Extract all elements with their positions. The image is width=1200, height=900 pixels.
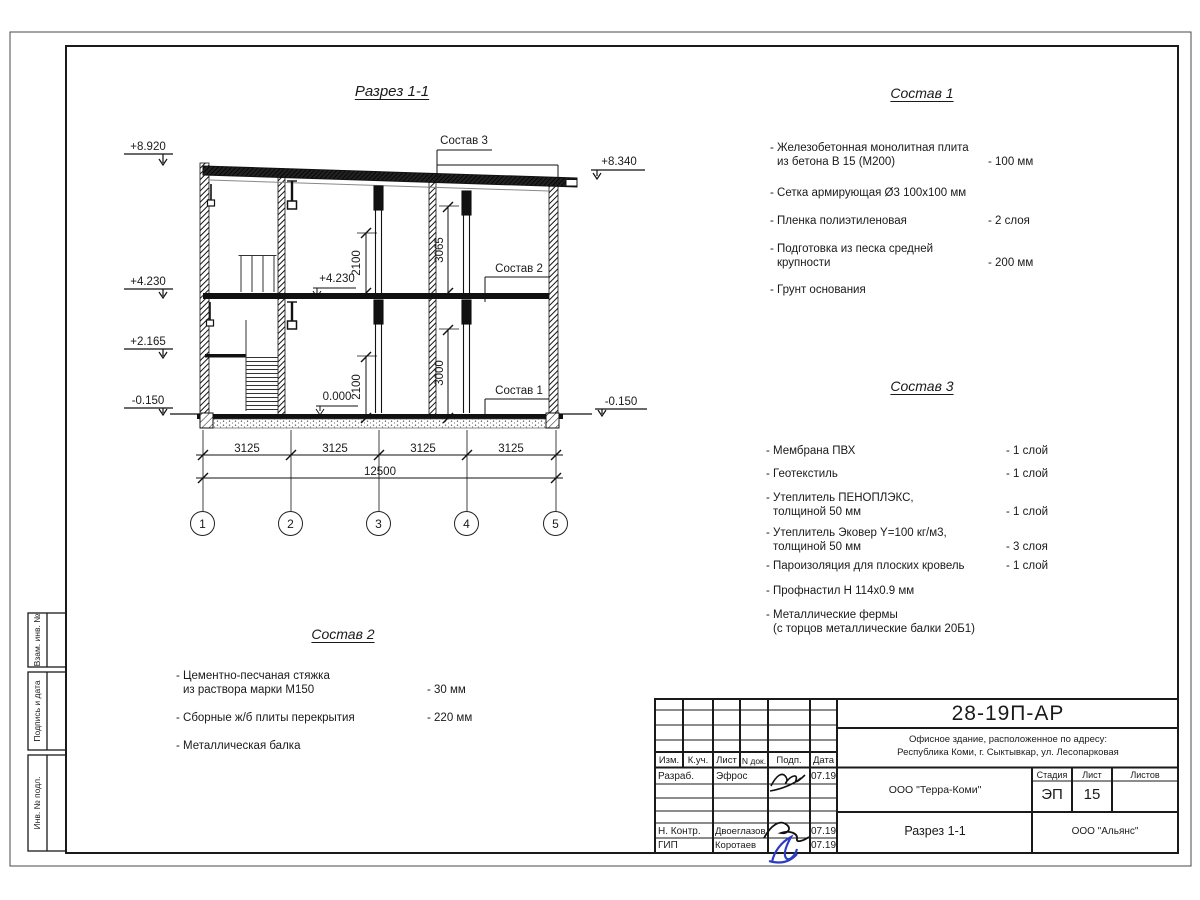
list-item: - Железобетонная монолитная плита из бетона В 15 (М200) - 100 мм: [770, 142, 1034, 168]
leader-label-sostav3: Состав 3: [440, 135, 488, 147]
view-title: Разрез 1-1: [354, 83, 430, 100]
date-gip: 07.19: [810, 840, 837, 851]
contractor-name: ООО "Альянс": [1071, 826, 1139, 837]
role-nkontr: Н. Контр.: [658, 826, 701, 837]
list-item: - Грунт основания: [770, 284, 866, 296]
sheet-number: 15: [1083, 786, 1101, 803]
list-item: - Пленка полиэтиленовая - 2 слоя: [770, 215, 1030, 227]
elevation-label-right-bottom: -0.150: [604, 396, 638, 408]
grid-axis-bubble-2: 2: [278, 511, 303, 536]
list-item: - Мембрана ПВХ - 1 слой: [766, 445, 1049, 457]
floor2-level-label: +4.230: [319, 273, 355, 285]
stamp-vzam-inv: Взам. инв. №: [32, 613, 42, 667]
sostav2-list: [176, 667, 476, 762]
name-korotaev: Коротаев: [715, 840, 757, 851]
columns: [374, 186, 471, 413]
date-nkontr: 07.19: [810, 826, 837, 837]
col-header-ndok: N док.: [741, 756, 767, 766]
list-item: - Цементно-песчаная стяжка из раствора марки М150 - 30 мм: [176, 670, 466, 696]
document-code: 28-19П-АР: [951, 702, 1065, 725]
design-org-name: ООО "Терра-Коми": [888, 784, 982, 796]
object-address-line1: Офисное здание, расположенное по адресу:: [908, 734, 1108, 745]
elevation-label-right-top: +8.340: [601, 156, 637, 168]
grid-axis-bubble-3: 3: [366, 511, 391, 536]
date-razrab: 07.19: [810, 771, 837, 782]
stamp-inv-podl: Инв. № подл.: [32, 776, 42, 830]
list-item: - Металлическая балка: [176, 740, 301, 752]
elevation-label-left-4: -0.150: [131, 395, 165, 407]
sostav1-list: [770, 139, 1062, 304]
list-item: - Сборные ж/б плиты перекрытия - 220 мм: [176, 712, 473, 724]
grid-axis-bubble-1: 1: [190, 511, 215, 536]
list-item: - Подготовка из песка средней крупности - 200 мм: [770, 243, 1034, 269]
leader-label-sostav2: Состав 2: [495, 263, 543, 275]
ground-slab: [170, 413, 592, 428]
sostav2-heading: Состав 2: [311, 626, 375, 642]
sheet-header: Лист: [1082, 770, 1102, 780]
name-dvoeglazov: Двоеглазов: [715, 826, 766, 837]
elevation-label-left-1: +8.920: [130, 141, 166, 153]
dim-label-bay-2: 3125: [322, 443, 348, 455]
floor1-level-label: 0.000: [322, 391, 352, 403]
col-header-data: Дата: [812, 755, 835, 766]
elevation-label-left-3: +2.165: [130, 336, 166, 348]
grid-axis-bubble-4: 4: [454, 511, 479, 536]
vertical-dims: [357, 202, 459, 423]
dim-label-bay-3: 3125: [410, 443, 436, 455]
dim-label-bay-1: 3125: [234, 443, 260, 455]
list-item: - Сетка армирующая Ø3 100х100 мм: [770, 187, 967, 199]
leader-label-sostav1: Состав 1: [495, 385, 543, 397]
signature-efros: [770, 774, 805, 791]
list-item: - Геотекстиль - 1 слой: [766, 468, 1049, 480]
dim-label-total: 12500: [364, 466, 396, 478]
name-efros: Эфрос: [716, 771, 748, 782]
railing: [239, 256, 277, 293]
dim-label-3065: 3065: [434, 237, 446, 263]
sheets-header: Листов: [1130, 770, 1160, 780]
dim-label-2100-upper: 2100: [351, 250, 363, 276]
dim-label-3000: 3000: [434, 360, 446, 386]
col-header-podp: Подп.: [776, 755, 802, 766]
roof: [203, 166, 577, 191]
list-item: - Пароизоляция для плоских кровель - 1 слой: [766, 560, 1049, 572]
role-gip: ГИП: [658, 840, 678, 851]
object-address-line2: Республика Коми, г. Сыктывкар, ул. Лесопарковая: [897, 747, 1119, 758]
stairs: [246, 320, 278, 411]
list-item: - Профнастил Н 114х0.9 мм: [766, 585, 915, 597]
signatures: [764, 774, 809, 862]
elevation-label-left-2: +4.230: [130, 276, 166, 288]
sostav1-heading: Состав 1: [890, 85, 954, 101]
col-header-list: Лист: [716, 755, 737, 766]
list-item: - Металлические фермы (с торцов металлические балки 20Б1): [766, 609, 975, 635]
dim-label-bay-4: 3125: [498, 443, 524, 455]
sostav3-heading: Состав 3: [890, 378, 954, 394]
sheet-title: Разрез 1-1: [904, 824, 966, 838]
col-header-kuch: К.уч.: [687, 755, 709, 766]
signature-korotaev: [769, 837, 797, 863]
list-item: - Утеплитель Эковер Y=100 кг/м3, толщиной 50 мм - 3 слоя: [766, 527, 1048, 553]
role-razrab: Разраб.: [658, 771, 695, 782]
stage-header: Стадия: [1036, 770, 1068, 780]
grid-axis-bubble-5: 5: [543, 511, 568, 536]
list-item: - Утеплитель ПЕНОПЛЭКС, толщиной 50 мм - 1 слой: [766, 492, 1049, 518]
sostav3-list: [766, 440, 1068, 640]
col-header-izm: Изм.: [658, 755, 680, 766]
stamp-podpis-data: Подпись и дата: [32, 680, 42, 742]
dim-label-2100-lower: 2100: [351, 374, 363, 400]
stage-value: ЭП: [1041, 786, 1063, 803]
